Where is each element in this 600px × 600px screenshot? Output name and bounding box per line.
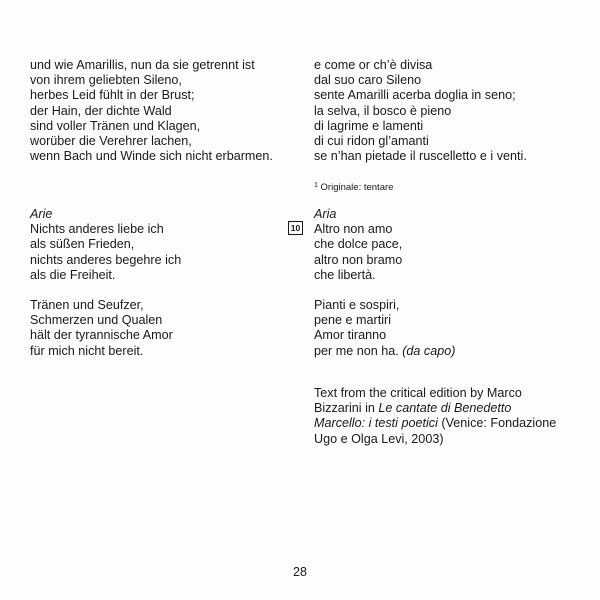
verse-line: der Hain, der dichte Wald bbox=[30, 103, 172, 118]
source-line: Ugo e Olga Levi, 2003) bbox=[314, 431, 444, 446]
italian-aria bbox=[314, 207, 584, 359]
german-recitative bbox=[30, 58, 290, 164]
verse-line: pene e martiri bbox=[314, 313, 391, 328]
verse-line: Tränen und Seufzer, bbox=[30, 298, 144, 313]
verse-line: worüber die Verehrer lachen, bbox=[30, 134, 192, 149]
german-aria bbox=[30, 207, 290, 359]
verse-line: se n’han pietade il ruscelletto e i venti. bbox=[314, 149, 527, 164]
source-text: (Venice: Fondazione bbox=[437, 416, 557, 431]
aria-heading: Aria bbox=[314, 207, 337, 221]
source-line bbox=[314, 401, 584, 416]
verse-line: von ihrem geliebten Sileno, bbox=[30, 73, 182, 88]
verse-line: Schmerzen und Qualen bbox=[30, 313, 163, 328]
verse-line: che dolce pace, bbox=[314, 237, 403, 252]
verse-line: che libertà. bbox=[314, 267, 376, 282]
verse-line: als süßen Frieden, bbox=[30, 237, 135, 252]
verse-line: für mich nicht bereit. bbox=[30, 343, 144, 358]
verse-line-final bbox=[314, 344, 584, 359]
verse-line: Altro non amo bbox=[314, 222, 393, 237]
source-line: Text from the critical edition by Marco bbox=[314, 386, 522, 400]
footnote-text: Originale: tentare bbox=[320, 182, 394, 193]
da-capo-marking: (da capo) bbox=[402, 343, 456, 358]
verse-line: altro non bramo bbox=[314, 252, 403, 267]
verse-line: als die Freiheit. bbox=[30, 267, 116, 282]
verse-line: Amor tiranno bbox=[314, 328, 387, 343]
verse-line: dal suo caro Sileno bbox=[314, 73, 422, 88]
verse-line: herbes Leid fühlt in der Brust; bbox=[30, 88, 195, 103]
aria-heading: Arie bbox=[30, 207, 53, 221]
verse-line: hält der tyrannische Amor bbox=[30, 328, 173, 343]
source-text: Bizzarini in bbox=[314, 401, 379, 416]
verse-text: per me non ha. bbox=[314, 343, 399, 358]
track-number-badge: 10 bbox=[288, 221, 303, 235]
book-title: Marcello: i testi poetici bbox=[314, 416, 438, 431]
source-note bbox=[314, 386, 584, 447]
verse-line: sente Amarilli acerba doglia in seno; bbox=[314, 88, 516, 103]
verse-line: di cui ridon gl’amanti bbox=[314, 134, 429, 149]
verse-line: la selva, il bosco è pieno bbox=[314, 103, 452, 118]
book-title: Le cantate di Benedetto bbox=[378, 401, 512, 416]
verse-line: und wie Amarillis, nun da sie getrennt ist bbox=[30, 58, 255, 72]
verse-line: nichts anderes begehre ich bbox=[30, 252, 182, 267]
footnote-mark: 1 bbox=[314, 182, 318, 189]
verse-line: Pianti e sospiri, bbox=[314, 298, 400, 313]
verse-line: di lagrime e lamenti bbox=[314, 118, 424, 133]
verse-line: Nichts anderes liebe ich bbox=[30, 222, 164, 237]
footnote bbox=[314, 180, 393, 194]
source-line bbox=[314, 416, 584, 431]
verse-line: sind voller Tränen und Klagen, bbox=[30, 118, 201, 133]
page-number: 28 bbox=[293, 565, 307, 579]
verse-line: e come or ch’è divisa bbox=[314, 58, 433, 72]
verse-line: wenn Bach und Winde sich nicht erbarmen. bbox=[30, 149, 273, 164]
italian-recitative bbox=[314, 58, 584, 164]
